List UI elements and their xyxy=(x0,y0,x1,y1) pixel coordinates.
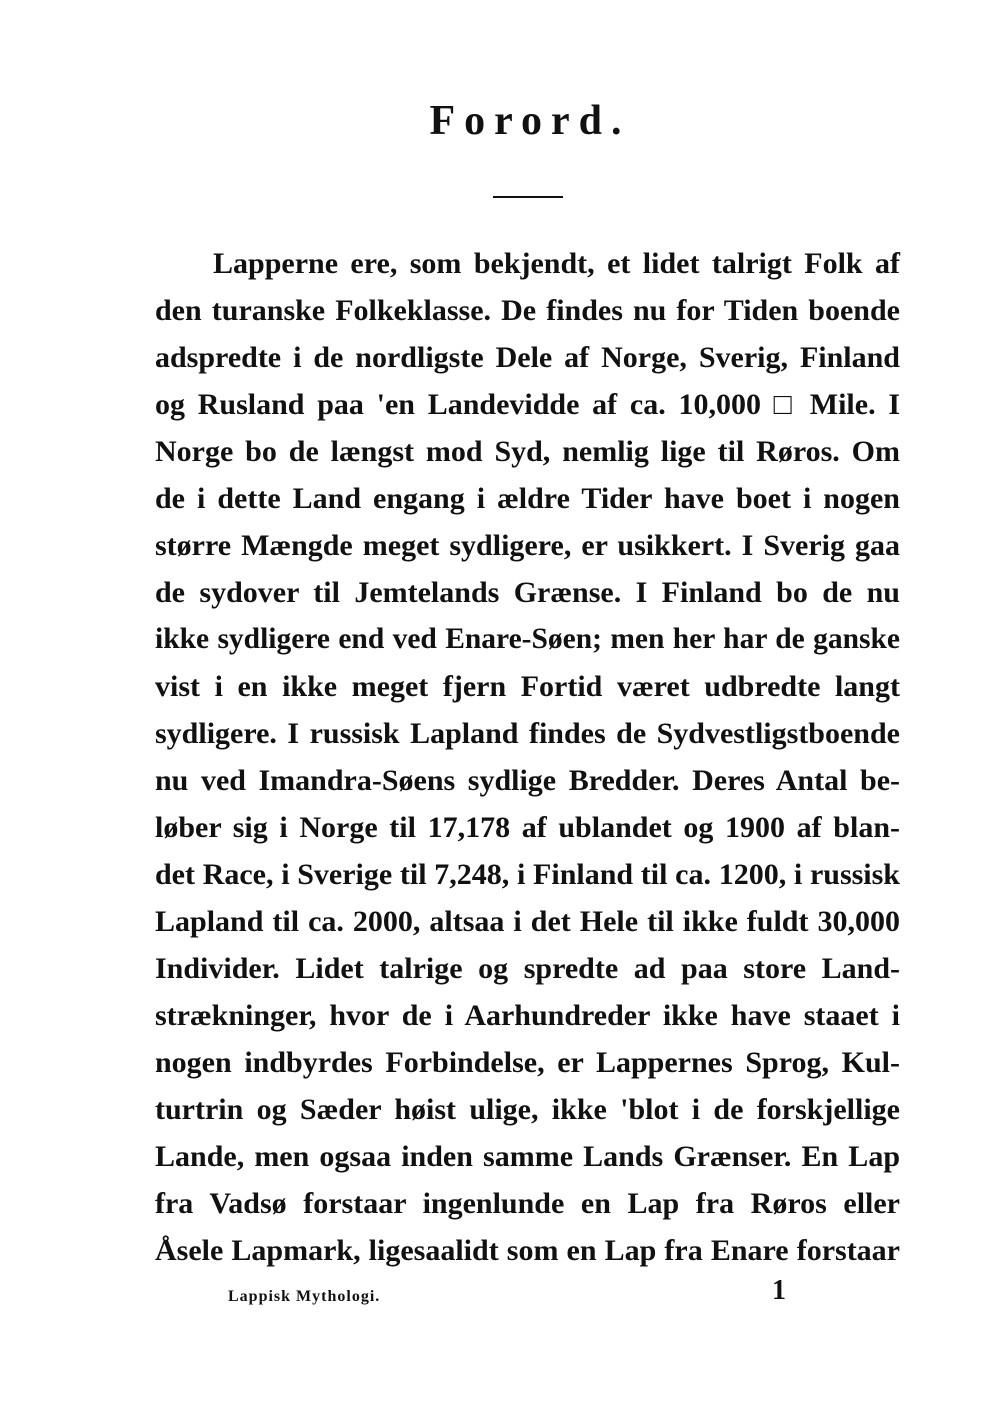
text-line: større Mængde meget sydligere, er usikkert. I Sverig gaa xyxy=(155,529,900,562)
text-line: Norge bo de længst mod Syd, nemlig lige til Røros. Om xyxy=(155,435,900,468)
text-line: Lapperne ere, som bekjendt, et lidet talrigt Folk af xyxy=(213,247,900,280)
text-line: adspredte i de nordligste Dele af Norge, Sverig, Finland xyxy=(155,341,900,374)
text-line: den turanske Folkeklasse. De findes nu for Tiden boende xyxy=(155,294,900,327)
text-line: det Race, i Sverige til 7,248, i Finland til ca. 1200, i russisk xyxy=(155,858,900,891)
text-line: de i dette Land engang i ældre Tider have boet i nogen xyxy=(155,482,900,515)
page-title: Forord. xyxy=(429,98,631,144)
text-line: løber sig i Norge til 17,178 af ublandet og 1900 af blan- xyxy=(155,811,900,844)
text-line: Individer. Lidet talrige og spredte ad paa store Land- xyxy=(155,952,900,985)
signature-mark: 1 xyxy=(772,1275,786,1306)
title-divider xyxy=(493,196,563,198)
text-line: og Rusland paa 'en Landevidde af ca. 10,000 □ Mile. I xyxy=(155,388,900,421)
text-line: turtrin og Sæder høist ulige, ikke 'blot i de forskjellige xyxy=(155,1093,900,1126)
text-line: fra Vadsø forstaar ingenlunde en Lap fra Røros eller xyxy=(155,1187,900,1220)
text-line: ikke sydligere end ved Enare-Søen; men her har de ganske xyxy=(155,623,900,655)
text-line: Lapland til ca. 2000, altsaa i det Hele til ikke fuldt 30,000 xyxy=(155,905,900,938)
text-line: Åsele Lapmark, ligesaalidt som en Lap fra Enare forstaar xyxy=(155,1234,900,1267)
text-line: nogen indbyrdes Forbindelse, er Lappernes Sprog, Kul- xyxy=(155,1046,900,1079)
running-footer-title: Lappisk Mythologi. xyxy=(228,1288,381,1305)
text-line: Lande, men ogsaa inden samme Lands Grænser. En Lap xyxy=(155,1140,900,1173)
text-line: nu ved Imandra-Søens sydlige Bredder. Deres Antal be- xyxy=(155,764,900,797)
text-line: de sydover til Jemtelands Grænse. I Finland bo de nu xyxy=(155,576,900,609)
body-paragraph xyxy=(155,240,900,1274)
text-line: vist i en ikke meget fjern Fortid været udbredte langt xyxy=(155,670,900,703)
text-line: strækninger, hvor de i Aarhundreder ikke have staaet i xyxy=(155,999,900,1032)
text-line: sydligere. I russisk Lapland findes de Sydvestligstboende xyxy=(155,717,900,750)
